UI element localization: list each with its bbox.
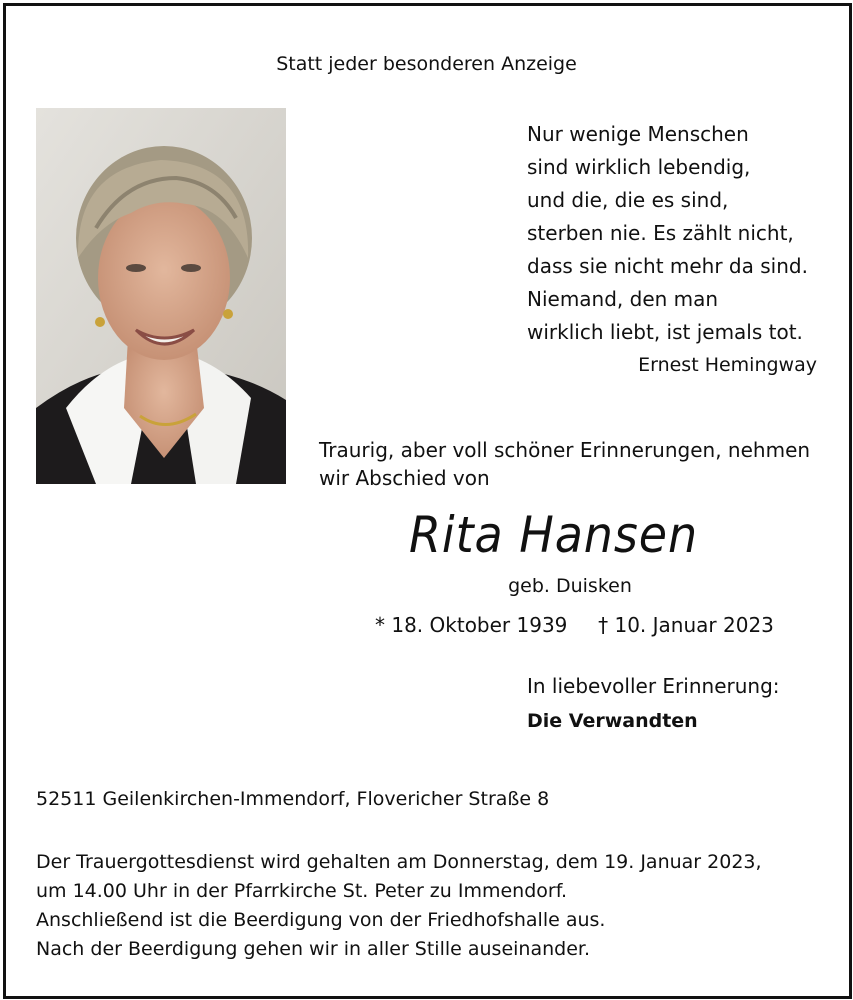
service-info — [36, 848, 836, 964]
intro-line-1: Traurig, aber voll schöner Erinnerungen, nehmen — [319, 438, 811, 462]
quote-line: sind wirklich lebendig, — [527, 155, 751, 179]
quote-line: sterben nie. Es zählt nicht, — [527, 221, 794, 245]
deceased-name: Rita Hansen — [409, 506, 699, 564]
address: 52511 Geilenkirchen-Immendorf, Flovericher Straße 8 — [36, 788, 550, 810]
intro-line-2: wir Abschied von — [319, 466, 490, 490]
birth-date: * 18. Oktober 1939 — [375, 613, 568, 637]
quote-line: Niemand, den man — [527, 287, 719, 311]
signer: Die Verwandten — [527, 710, 698, 732]
quote-line: dass sie nicht mehr da sind. — [527, 254, 808, 278]
service-line: um 14.00 Uhr in der Pfarrkirche St. Peter zu Immendorf. — [36, 880, 568, 902]
portrait-photo — [36, 108, 286, 484]
farewell-intro — [319, 436, 829, 492]
notice-header: Statt jeder besonderen Anzeige — [276, 53, 577, 75]
service-line: Nach der Beerdigung gehen wir in aller Stille auseinander. — [36, 938, 591, 960]
death-date: † 10. Januar 2023 — [598, 613, 774, 637]
hemingway-quote — [527, 118, 827, 381]
quote-line: und die, die es sind, — [527, 188, 729, 212]
service-line: Anschließend ist die Beerdigung von der Friedhofshalle aus. — [36, 909, 606, 931]
maiden-name: geb. Duisken — [508, 575, 632, 597]
quote-author: Ernest Hemingway — [638, 354, 817, 376]
memory-line: In liebevoller Erinnerung: — [527, 674, 780, 698]
quote-line: wirklich liebt, ist jemals tot. — [527, 320, 803, 344]
service-line: Der Trauergottesdienst wird gehalten am Donnerstag, dem 19. Januar 2023, — [36, 851, 762, 873]
portrait-illustration — [36, 108, 286, 484]
life-dates — [375, 610, 774, 640]
quote-line: Nur wenige Menschen — [527, 122, 749, 146]
